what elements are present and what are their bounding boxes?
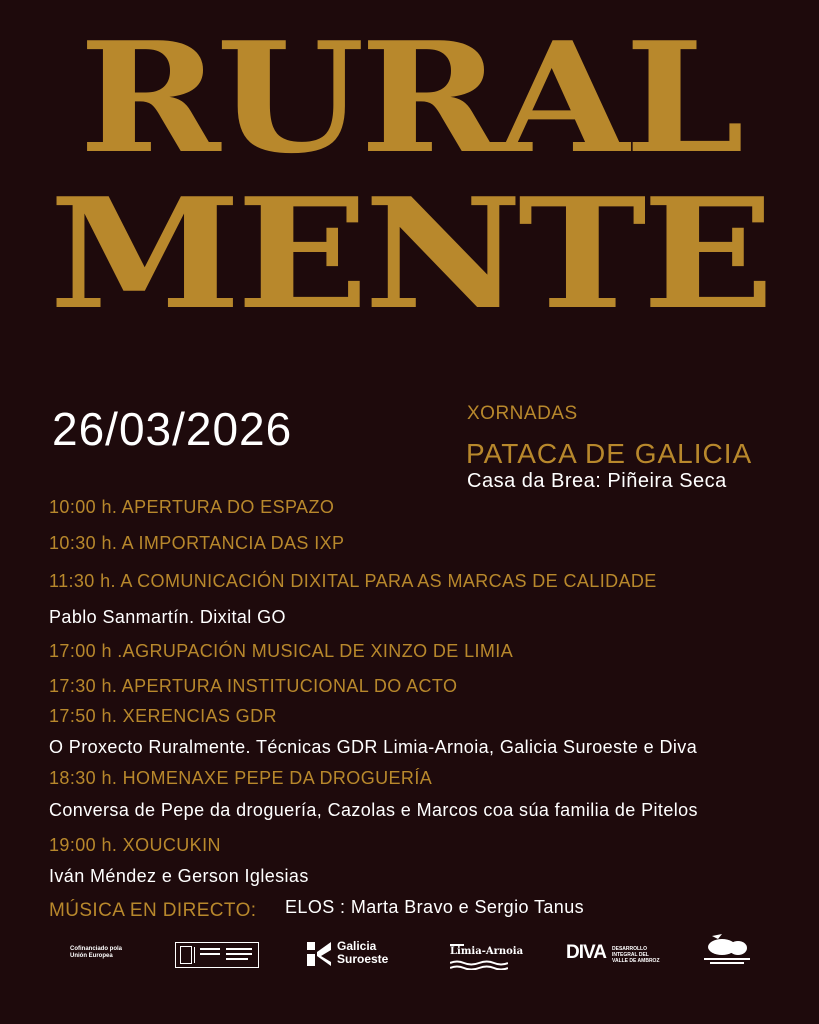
logo-text-mark	[200, 948, 220, 950]
title-mente: MENTE	[49, 164, 770, 343]
sponsor-logos	[0, 930, 819, 990]
event-date: 26/03/2026	[52, 403, 293, 455]
logo-text-mark	[200, 953, 220, 955]
event-title: PATACA DE GALICIA	[466, 438, 753, 469]
programme-speaker: O Proxecto Ruralmente. Técnicas GDR Limia-Arnoia, Galicia Suroeste e Diva	[49, 737, 698, 757]
programme-item: 19:00 h. XOUCUKIN	[49, 835, 221, 855]
castle-icon	[450, 938, 464, 946]
logo-text-mark	[226, 958, 248, 960]
logo-divider	[194, 947, 195, 963]
diva-label: DIVA	[566, 942, 606, 963]
galicia-suroeste-line2: Suroeste	[337, 952, 389, 966]
waves-icon	[450, 960, 508, 970]
limia-arnoia-logo	[450, 938, 524, 972]
programme-item: 18:30 h. HOMENAXE PEPE DA DROGUERÍA	[49, 768, 433, 788]
programme-speaker: Conversa de Pepe da droguería, Cazolas e Marcos coa súa familia de Pitelos	[49, 800, 698, 820]
logo-text-mark	[704, 958, 750, 960]
title-rural: RURAL	[79, 8, 740, 187]
eu-cofinancing-text: Cofinanciado pola Unión Europea	[70, 946, 123, 959]
event-kicker: XORNADAS	[467, 403, 578, 424]
programme-item: 17:00 h .AGRUPACIÓN MUSICAL DE XINZO DE LIMIA	[49, 641, 514, 661]
spain-government-logo	[175, 942, 259, 968]
limia-arnoia-label: Limia-Arnoia	[450, 946, 524, 957]
programme-item: 11:30 h. A COMUNICACIÓN DIXITAL PARA AS MARCAS DE CALIDADE	[49, 571, 657, 591]
logo-text-mark	[226, 948, 252, 950]
galicia-suroeste-line1: Galicia	[337, 939, 377, 953]
coat-of-arms-icon	[180, 946, 192, 964]
programme-item: 10:30 h. A IMPORTANCIA DAS IXP	[49, 533, 345, 553]
music-label: MÚSICA EN DIRECTO:	[49, 900, 257, 921]
logo-text-mark	[226, 953, 252, 955]
logo-text-mark	[710, 962, 744, 964]
potato-icon	[704, 930, 750, 956]
event-place: Casa da Brea: Piñeira Seca	[467, 470, 727, 492]
music-performers: ELOS : Marta Bravo e Sergio Tanus	[285, 897, 585, 917]
programme-item: 17:30 h. APERTURA INSTITUCIONAL DO ACTO	[49, 676, 458, 696]
programme-speaker: Iván Méndez e Gerson Iglesias	[49, 866, 309, 886]
diva-subtitle: DESARROLLO INTEGRAL DEL VALLE DE AMBROZ	[612, 946, 660, 964]
diva-logo	[566, 942, 666, 968]
galicia-suroeste-icon	[307, 942, 331, 966]
galicia-suroeste-logo	[307, 940, 397, 970]
ixp-pataca-logo	[704, 930, 750, 966]
programme-item: 17:50 h. XERENCIAS GDR	[49, 706, 277, 726]
programme-item: 10:00 h. APERTURA DO ESPAZO	[49, 497, 335, 517]
programme-speaker: Pablo Sanmartín. Dixital GO	[49, 607, 286, 627]
